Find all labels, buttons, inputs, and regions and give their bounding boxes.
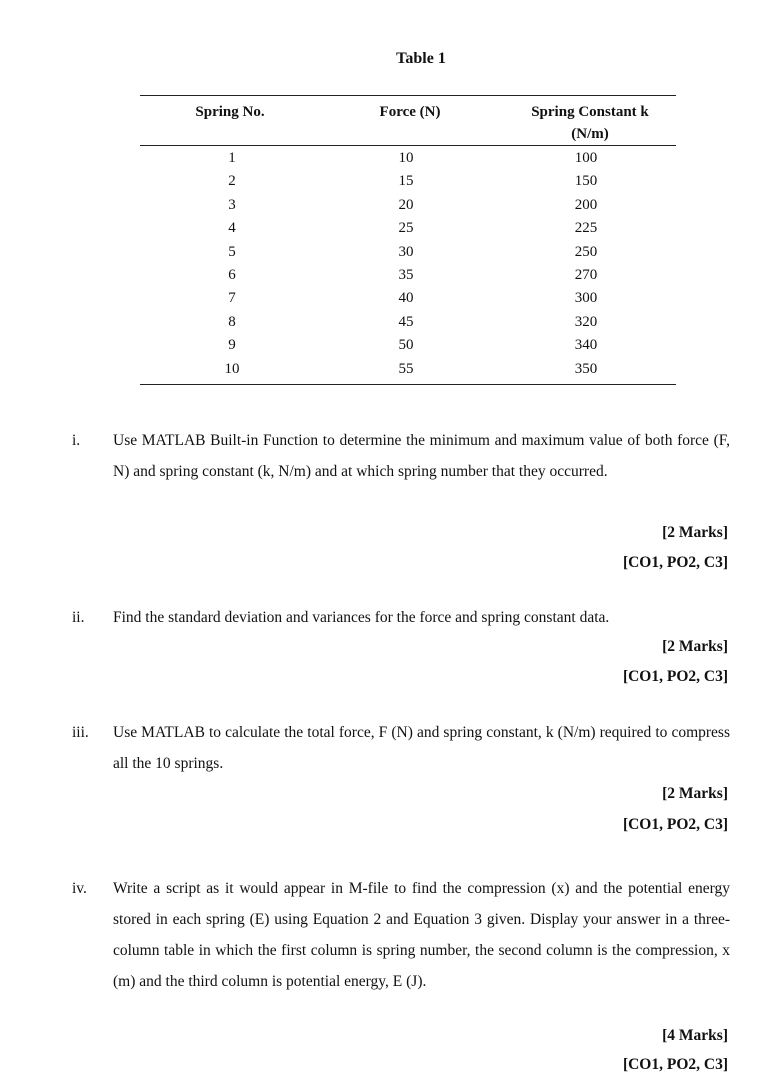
cell-force: 30 — [398, 243, 414, 260]
table-row — [140, 169, 676, 192]
question-number: iv. — [72, 880, 87, 897]
cell-spring-constant: 150 — [574, 173, 598, 190]
cell-spring-no: 4 — [228, 220, 236, 237]
table-row — [140, 146, 676, 169]
cell-spring-constant: 225 — [574, 220, 598, 237]
question-outcome: [CO1, PO2, C3] — [622, 816, 728, 833]
header-spring-constant-unit: (N/m) — [571, 126, 609, 142]
cell-spring-no: 9 — [228, 337, 236, 354]
cell-force: 15 — [398, 173, 414, 190]
question-text: Write a script as it would appear in M-file to find the compression (x) and the potential energy stored in each spring (E) using Equation 2 and Equation 3 given. Display your answer in a three-column table in which the first column is spring number, the second column is the compression, x (m) and the third column is potential energy, E (J). — [113, 880, 730, 990]
question-marks: [4 Marks] — [662, 1027, 728, 1044]
question-text: Use MATLAB to calculate the total force, F (N) and spring constant, k (N/m) required to compress all the 10 springs. — [113, 724, 730, 772]
cell-force: 55 — [398, 360, 414, 377]
question-number: i. — [72, 432, 81, 449]
cell-force: 25 — [398, 220, 414, 237]
cell-spring-no: 6 — [228, 266, 236, 283]
header-spring-no: Spring No. — [195, 104, 265, 120]
cell-spring-no: 5 — [228, 243, 236, 260]
table-row — [140, 263, 676, 286]
table-header-row — [140, 96, 676, 146]
cell-spring-constant: 200 — [574, 196, 598, 213]
question-number: ii. — [72, 609, 85, 626]
table-row — [140, 193, 676, 216]
cell-force: 35 — [398, 266, 414, 283]
cell-force: 10 — [398, 150, 414, 166]
question-marks: [2 Marks] — [662, 785, 728, 802]
cell-spring-constant: 270 — [574, 266, 598, 283]
cell-force: 40 — [398, 290, 414, 307]
cell-spring-constant: 320 — [574, 313, 598, 330]
question-number: iii. — [72, 724, 89, 741]
cell-spring-constant: 340 — [574, 337, 598, 354]
cell-force: 45 — [398, 313, 414, 330]
table-row — [140, 310, 676, 333]
cell-spring-no: 3 — [228, 196, 236, 213]
question-marks: [2 Marks] — [662, 524, 728, 541]
table-row — [140, 286, 676, 309]
cell-spring-no: 8 — [228, 313, 236, 330]
header-spring-constant-label: Spring Constant k — [531, 104, 649, 120]
cell-spring-no: 7 — [228, 290, 236, 307]
cell-force: 20 — [398, 196, 414, 213]
table-row — [140, 240, 676, 263]
cell-spring-no: 1 — [228, 150, 236, 166]
cell-force: 50 — [398, 337, 414, 354]
table-body — [140, 146, 676, 384]
table-row — [140, 357, 676, 380]
cell-spring-constant: 100 — [574, 150, 598, 166]
table-title: Table 1 — [396, 50, 446, 67]
cell-spring-constant: 300 — [574, 290, 598, 307]
header-spring-constant — [510, 101, 670, 145]
table-row — [140, 216, 676, 239]
header-force: Force (N) — [379, 104, 441, 120]
cell-spring-no: 10 — [224, 360, 240, 377]
question-text: Find the standard deviation and variances for the force and spring constant data. — [113, 609, 610, 626]
question-text: Use MATLAB Built-in Function to determine the minimum and maximum value of both force (F, N) and spring constant (k, N/m) and at which spring number that they occurred. — [113, 432, 730, 480]
spring-data-table — [140, 95, 676, 385]
question-outcome: [CO1, PO2, C3] — [622, 668, 728, 685]
cell-spring-no: 2 — [228, 173, 236, 190]
question-outcome: [CO1, PO2, C3] — [622, 1056, 728, 1073]
cell-spring-constant: 350 — [574, 360, 598, 377]
question-marks: [2 Marks] — [662, 638, 728, 655]
cell-spring-constant: 250 — [574, 243, 598, 260]
question-outcome: [CO1, PO2, C3] — [622, 554, 728, 571]
table-row — [140, 333, 676, 356]
